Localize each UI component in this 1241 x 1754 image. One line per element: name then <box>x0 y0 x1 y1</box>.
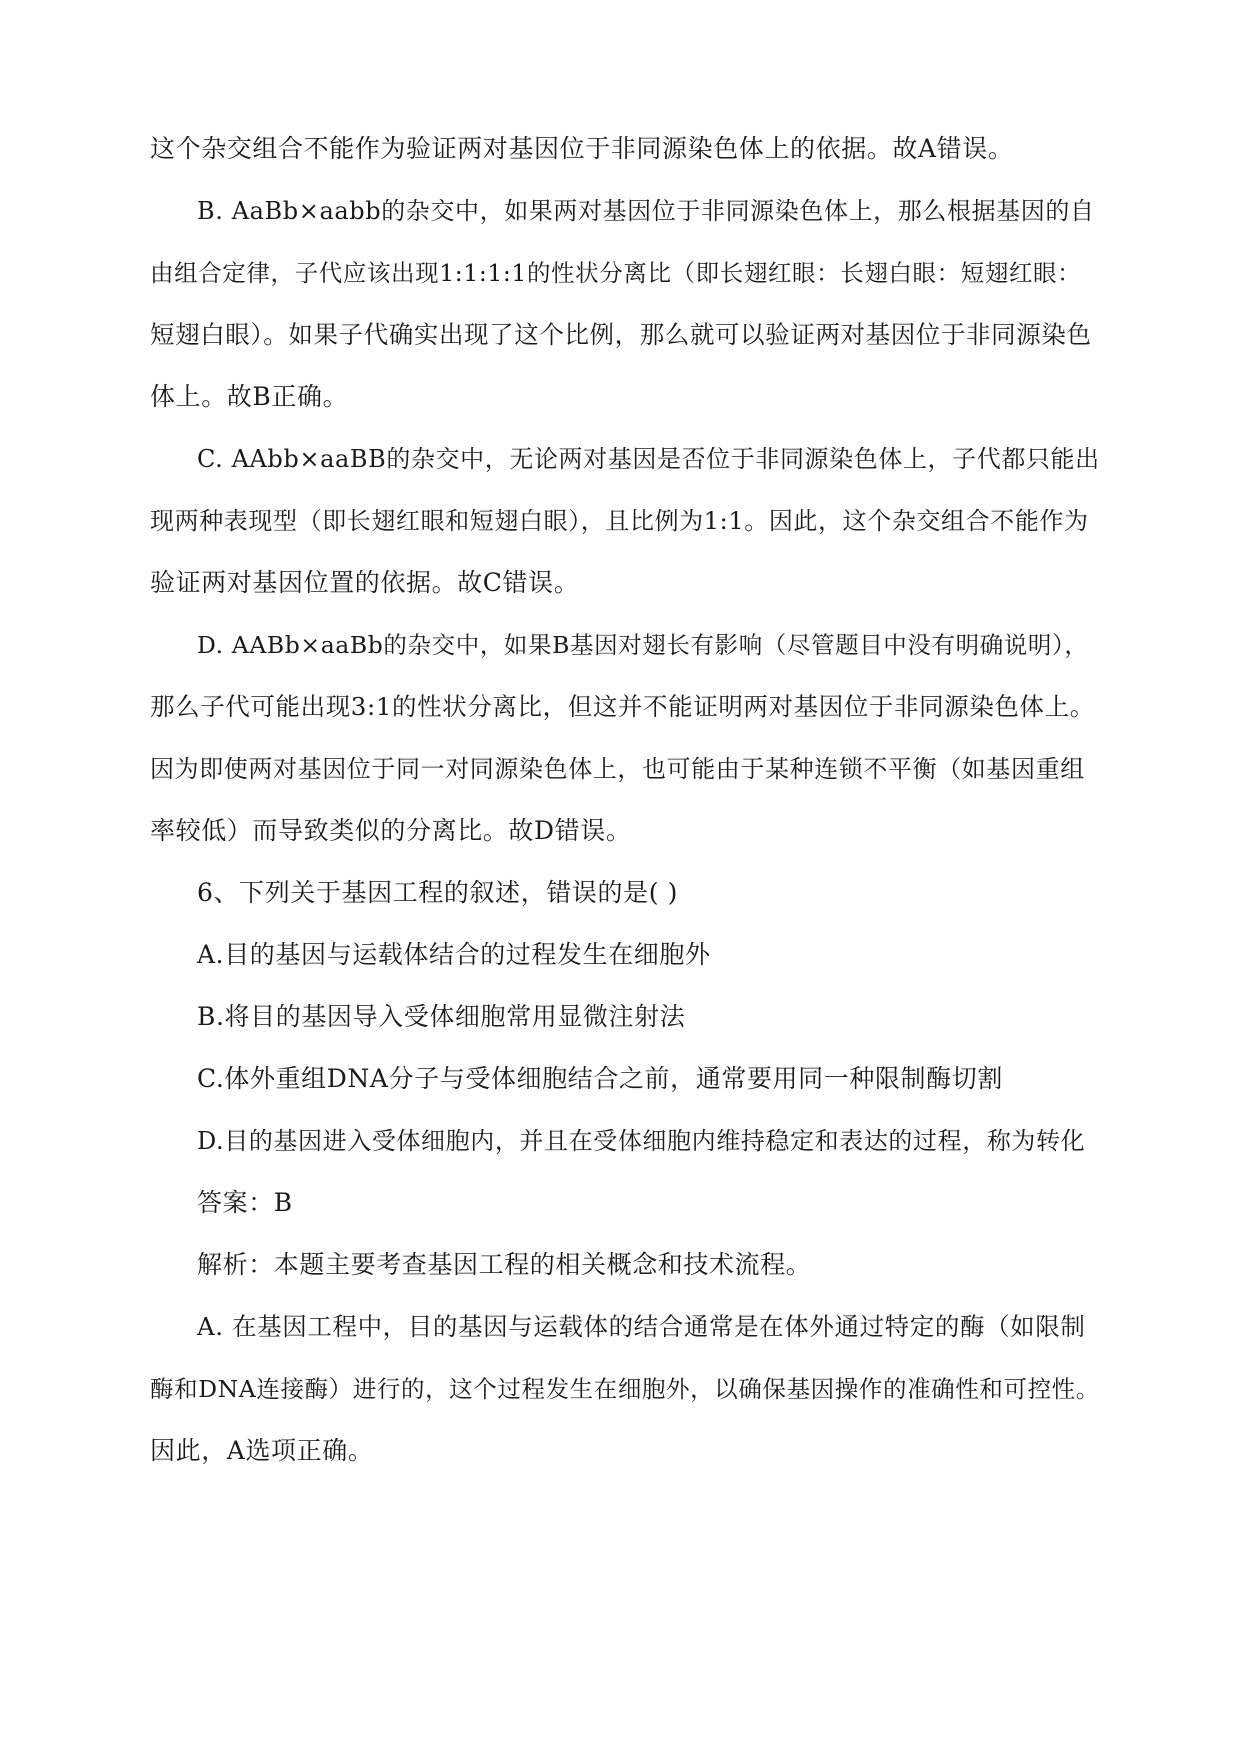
paragraph-line: 率较低）而导致类似的分离比。故D错误。 <box>150 816 632 845</box>
paragraph-line: 验证两对基因位置的依据。故C错误。 <box>150 568 580 597</box>
analysis-heading: 解析：本题主要考查基因工程的相关概念和技术流程。 <box>197 1250 812 1279</box>
paragraph-line: 因为即使两对基因位于同一对同源染色体上，也可能由于某种连锁不平衡（如基因重组 <box>150 755 1085 783</box>
paragraph-line: 现两种表现型（即长翅红眼和短翅白眼），且比例为1:1。因此，这个杂交组合不能作为 <box>150 507 1089 535</box>
paragraph-line: A. 在基因工程中，目的基因与运载体的结合通常是在体外通过特定的酶（如限制 <box>197 1312 1086 1341</box>
paragraph-line: 因此，A选项正确。 <box>150 1436 374 1465</box>
answer-line: 答案：B <box>197 1188 293 1217</box>
paragraph-line: 体上。故B正确。 <box>150 382 349 411</box>
question-option: C.体外重组DNA分子与受体细胞结合之前，通常要用同一种限制酶切割 <box>197 1064 1003 1093</box>
paragraph-line: 那么子代可能出现3:1的性状分离比，但这并不能证明两对基因位于非同源染色体上。 <box>150 692 1095 721</box>
paragraph-line: 酶和DNA连接酶）进行的，这个过程发生在细胞外，以确保基因操作的准确性和可控性。 <box>150 1375 1100 1403</box>
paragraph-line: 这个杂交组合不能作为验证两对基因位于非同源染色体上的依据。故A错误。 <box>150 134 1014 163</box>
question-title: 6、下列关于基因工程的叙述，错误的是( ) <box>197 878 678 907</box>
paragraph-line: 短翅白眼）。如果子代确实出现了这个比例，那么就可以验证两对基因位于非同源染色 <box>150 320 1092 349</box>
paragraph-line: D. AABb×aaBb的杂交中，如果B基因对翅长有影响（尽管题目中没有明确说明）， <box>197 631 1089 659</box>
question-option: B.将目的基因导入受体细胞常用显微注射法 <box>197 1002 686 1031</box>
question-option: D.目的基因进入受体细胞内，并且在受体细胞内维持稳定和表达的过程，称为转化 <box>197 1127 1086 1155</box>
paragraph-line: 由组合定律，子代应该出现1:1:1:1的性状分离比（即长翅红眼：长翅白眼：短翅红眼： <box>150 259 1082 287</box>
paragraph-line: B. AaBb×aabb的杂交中，如果两对基因位于非同源染色体上，那么根据基因的自 <box>197 197 1095 225</box>
question-option: A.目的基因与运载体结合的过程发生在细胞外 <box>197 940 711 969</box>
paragraph-line: C. AAbb×aaBB的杂交中，无论两对基因是否位于非同源染色体上，子代都只能出 <box>197 445 1100 473</box>
